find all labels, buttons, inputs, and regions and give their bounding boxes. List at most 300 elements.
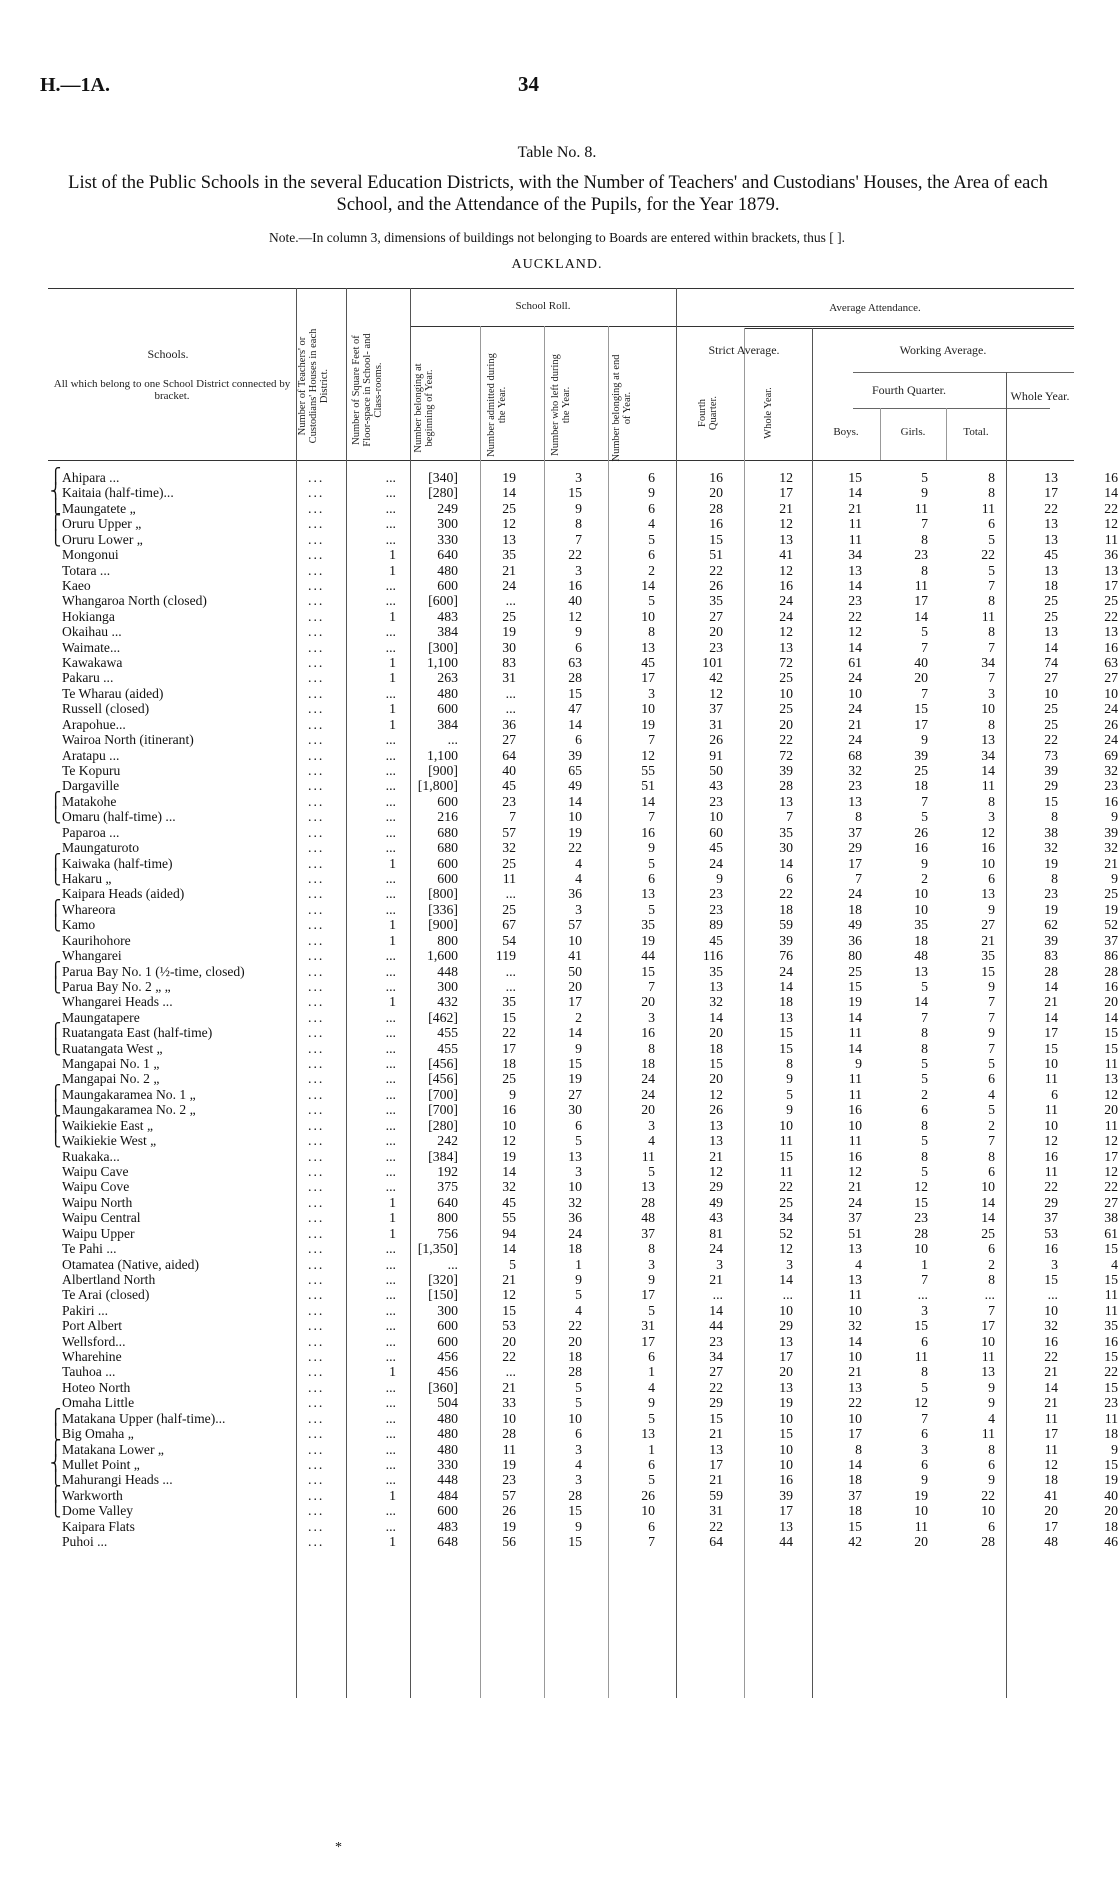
roll-begin-cell: 14 [502, 1163, 516, 1179]
table-row [48, 763, 1118, 779]
houses-cell: 1 [389, 608, 396, 624]
roll-end-cell: 16 [709, 470, 723, 485]
girls-cell: 11 [981, 1426, 995, 1442]
girls-cell: 2 [988, 1256, 995, 1272]
roll-left-cell: 5 [648, 855, 655, 871]
area-cell: [1,800] [417, 778, 458, 794]
school-name: Maungatapere [62, 1009, 140, 1025]
leader-dots: ... [308, 917, 325, 933]
whole-year-cell: 38 [1104, 1210, 1118, 1226]
boys-cell: 10 [914, 1241, 928, 1257]
total-cell: 22 [1044, 732, 1058, 748]
school-name: Waipu Cave [62, 1163, 129, 1179]
houses-cell: 1 [389, 716, 396, 732]
strict-fourth-cell: 15 [779, 1025, 793, 1041]
girls-cell: 7 [988, 1133, 995, 1149]
whole-year-cell: 16 [1104, 793, 1118, 809]
roll-left-cell: 4 [648, 1379, 655, 1395]
girls-cell: 8 [988, 716, 995, 732]
area-cell: 640 [437, 547, 458, 563]
houses-cell: ... [385, 1349, 396, 1365]
total-cell: 21 [1044, 994, 1058, 1010]
houses-cell: 1 [389, 701, 396, 717]
roll-left-cell: 7 [648, 978, 655, 994]
girls-cell: 9 [988, 1472, 995, 1488]
whole-year-cell: 86 [1104, 948, 1118, 964]
roll-end-cell: 14 [709, 1009, 723, 1025]
roll-admitted-cell: 8 [575, 516, 582, 532]
school-name: Waipu Cove [62, 1179, 130, 1195]
district-bracket: ⎩ [50, 1101, 62, 1118]
leader-dots: ... [308, 963, 325, 979]
leader-dots: ... [308, 670, 325, 686]
leader-dots: ... [308, 1271, 325, 1287]
roll-admitted-cell: 4 [575, 855, 582, 871]
whole-year-cell: 36 [1104, 547, 1118, 563]
area-cell: [900] [428, 763, 458, 779]
girls-cell: 8 [988, 1271, 995, 1287]
whole-year-cell: 9 [1111, 1441, 1118, 1457]
houses-cell: 1 [389, 670, 396, 686]
district-bracket: ⎧ [50, 1116, 62, 1133]
col-average-attendance: Average Attendance. [829, 302, 921, 314]
strict-whole-cell: 14 [848, 577, 862, 593]
strict-whole-cell: 15 [848, 1518, 862, 1534]
roll-begin-cell: 25 [502, 855, 516, 871]
area-cell: [900] [428, 917, 458, 933]
strict-whole-cell: 17 [848, 855, 862, 871]
roll-admitted-cell: 3 [575, 470, 582, 485]
roll-left-cell: 19 [641, 932, 655, 948]
boys-cell: 8 [921, 1025, 928, 1041]
whole-year-cell: 13 [1104, 562, 1118, 578]
roll-end-cell: 15 [709, 531, 723, 547]
whole-year-cell: 11 [1104, 1410, 1118, 1426]
total-cell: 15 [1044, 793, 1058, 809]
table-row [48, 747, 1118, 763]
girls-cell: 14 [981, 1210, 995, 1226]
roll-begin-cell: 10 [502, 1410, 516, 1426]
area-cell: 1,100 [426, 655, 458, 671]
girls-cell: 34 [981, 655, 995, 671]
col-boys: Boys. [833, 426, 859, 438]
leader-dots: ... [308, 747, 325, 763]
leader-dots: ... [308, 1503, 325, 1519]
col-roll-left: Number who left during the Year. [550, 354, 572, 456]
roll-admitted-cell: 10 [568, 932, 582, 948]
boys-cell: 6 [921, 1457, 928, 1472]
strict-fourth-cell: 10 [779, 1302, 793, 1318]
table-row [48, 1425, 1118, 1442]
roll-end-cell: 29 [709, 1395, 723, 1411]
district-bracket: ⎧ [50, 1486, 62, 1503]
school-name: Russell (closed) [62, 701, 150, 717]
strict-fourth-cell: 19 [779, 1395, 793, 1411]
area-cell: 480 [437, 1410, 458, 1426]
table-row [48, 670, 1118, 686]
strict-fourth-cell: 13 [779, 531, 793, 547]
strict-whole-cell: 11 [848, 1071, 862, 1087]
whole-year-cell: 10 [1104, 685, 1118, 701]
roll-admitted-cell: 24 [568, 1225, 582, 1241]
area-cell: 455 [437, 1025, 458, 1041]
table-row [48, 1333, 1118, 1349]
school-name: Otamatea (Native, aided) [62, 1256, 199, 1272]
total-cell: ... [1047, 1287, 1058, 1303]
school-name: Parua Bay No. 1 (½-time, closed) [62, 963, 245, 979]
roll-admitted-cell: 19 [568, 824, 582, 840]
roll-end-cell: 24 [709, 1241, 723, 1257]
strict-fourth-cell: 39 [779, 1487, 793, 1503]
roll-admitted-cell: 32 [568, 1194, 582, 1210]
houses-cell: 1 [389, 1194, 396, 1210]
total-cell: 16 [1044, 1148, 1058, 1164]
school-name: Maungaturoto [62, 840, 140, 856]
roll-end-cell: 116 [702, 948, 723, 964]
area-cell: [336] [428, 901, 458, 917]
roll-end-cell: 13 [709, 978, 723, 994]
total-cell: 17 [1044, 1426, 1058, 1442]
roll-end-cell: 37 [709, 701, 723, 717]
table-row [48, 515, 1118, 532]
strict-fourth-cell: 17 [779, 485, 793, 501]
girls-cell: 9 [988, 1395, 995, 1411]
roll-admitted-cell: 18 [568, 1349, 582, 1365]
roll-left-cell: 24 [641, 1086, 655, 1102]
table-row [48, 685, 1118, 701]
strict-fourth-cell: 15 [779, 1040, 793, 1056]
leader-dots: ... [308, 500, 325, 516]
boys-cell: 14 [914, 608, 928, 624]
roll-end-cell: 23 [709, 793, 723, 809]
table-row [48, 854, 1118, 871]
girls-cell: 7 [988, 1302, 995, 1318]
leader-dots: ... [308, 1225, 325, 1241]
strict-fourth-cell: 22 [779, 1179, 793, 1195]
leader-dots: ... [308, 1256, 325, 1272]
strict-fourth-cell: 17 [779, 1349, 793, 1365]
roll-admitted-cell: 9 [575, 1271, 582, 1287]
col-working-average: Working Average. [899, 343, 987, 357]
girls-cell: 10 [981, 1179, 995, 1195]
area-cell: ... [447, 732, 458, 748]
roll-admitted-cell: 3 [575, 1163, 582, 1179]
roll-begin-cell: 53 [502, 1318, 516, 1334]
roll-left-cell: 5 [648, 531, 655, 547]
boys-cell: 7 [921, 1009, 928, 1025]
leader-dots: ... [308, 608, 325, 624]
roll-end-cell: 49 [709, 1194, 723, 1210]
strict-whole-cell: 13 [848, 1379, 862, 1395]
strict-whole-cell: 10 [848, 1410, 862, 1426]
area-cell: [600] [428, 593, 458, 609]
area-cell: [462] [428, 1009, 458, 1025]
school-name: Pakaru ... [62, 670, 114, 686]
leader-dots: ... [308, 1086, 325, 1102]
whole-year-cell: 18 [1104, 1426, 1118, 1442]
strict-whole-cell: 11 [848, 1287, 862, 1303]
strict-whole-cell: 32 [848, 763, 862, 779]
boys-cell: 18 [914, 778, 928, 794]
roll-admitted-cell: 28 [568, 670, 582, 686]
district-bracket: ⎧ [50, 1024, 62, 1041]
roll-begin-cell: 5 [509, 1256, 516, 1272]
roll-begin-cell: 21 [502, 1271, 516, 1287]
girls-cell: 13 [981, 1364, 995, 1380]
leader-dots: ... [308, 1395, 325, 1411]
table-row [48, 1179, 1118, 1195]
leader-dots: ... [308, 932, 325, 948]
district-bracket: ⎩ [50, 916, 62, 933]
total-cell: 19 [1044, 901, 1058, 917]
boys-cell: 26 [914, 824, 928, 840]
whole-year-cell: 22 [1104, 500, 1118, 516]
houses-cell: ... [385, 978, 396, 994]
strict-fourth-cell: 15 [779, 1426, 793, 1442]
total-cell: 39 [1044, 763, 1058, 779]
table-row [48, 948, 1118, 964]
district-bracket: ⎩ [50, 530, 62, 547]
houses-cell: ... [385, 1086, 396, 1102]
girls-cell: 13 [981, 886, 995, 902]
roll-left-cell: 6 [648, 500, 655, 516]
total-cell: 48 [1044, 1534, 1058, 1550]
col-roll-admitted: Number admitted during the Year. [486, 353, 508, 457]
roll-left-cell: 8 [648, 624, 655, 640]
roll-admitted-cell: 47 [568, 701, 582, 717]
total-cell: 83 [1044, 948, 1058, 964]
boys-cell: 11 [914, 577, 928, 593]
girls-cell: 8 [988, 593, 995, 609]
roll-admitted-cell: 18 [568, 1241, 582, 1257]
roll-begin-cell: 54 [502, 932, 516, 948]
roll-left-cell: 31 [641, 1318, 655, 1334]
roll-end-cell: 26 [709, 1102, 723, 1118]
area-cell: 1,600 [426, 948, 458, 964]
strict-fourth-cell: 14 [779, 855, 793, 871]
area-cell: [800] [428, 886, 458, 902]
roll-left-cell: 48 [641, 1210, 655, 1226]
roll-end-cell: 81 [709, 1225, 723, 1241]
area-cell: [456] [428, 1071, 458, 1087]
strict-fourth-cell: 14 [779, 978, 793, 994]
region-heading: AUCKLAND. [511, 257, 603, 272]
houses-cell: ... [385, 809, 396, 825]
strict-whole-cell: 15 [848, 470, 862, 485]
whole-year-cell: 39 [1104, 824, 1118, 840]
whole-year-cell: 15 [1104, 1241, 1118, 1257]
houses-cell: ... [385, 1457, 396, 1472]
area-cell: 600 [437, 1318, 458, 1334]
total-cell: 13 [1044, 516, 1058, 532]
area-cell: 756 [437, 1225, 458, 1241]
strict-fourth-cell: 35 [779, 824, 793, 840]
strict-fourth-cell: 12 [779, 1241, 793, 1257]
whole-year-cell: 26 [1104, 716, 1118, 732]
girls-cell: 10 [981, 701, 995, 717]
girls-cell: 14 [981, 1194, 995, 1210]
total-cell: 13 [1044, 624, 1058, 640]
houses-cell: ... [385, 1163, 396, 1179]
strict-fourth-cell: 8 [786, 1056, 793, 1072]
roll-left-cell: 3 [648, 1256, 655, 1272]
boys-cell: 16 [914, 840, 928, 856]
roll-begin-cell: 33 [502, 1395, 516, 1411]
roll-left-cell: 10 [641, 1503, 655, 1519]
strict-fourth-cell: 12 [779, 562, 793, 578]
col-strict-whole: Whole Year. [763, 387, 774, 439]
table-row [48, 1194, 1118, 1210]
area-cell: 600 [437, 870, 458, 886]
houses-cell: ... [385, 1241, 396, 1257]
roll-end-cell: 29 [709, 1179, 723, 1195]
girls-cell: 34 [981, 747, 995, 763]
roll-end-cell: 26 [709, 732, 723, 748]
area-cell: [384] [428, 1148, 458, 1164]
total-cell: 14 [1044, 978, 1058, 994]
district-bracket: ⎩ [50, 808, 62, 825]
roll-admitted-cell: 28 [568, 1487, 582, 1503]
roll-end-cell: 15 [709, 1056, 723, 1072]
boys-cell: 8 [921, 1040, 928, 1056]
roll-admitted-cell: 2 [575, 1009, 582, 1025]
table-row [48, 701, 1118, 717]
whole-year-cell: 14 [1104, 485, 1118, 501]
school-name: Mahurangi Heads ... [62, 1472, 173, 1488]
school-name: Hoteo North [62, 1379, 131, 1395]
area-cell: 249 [437, 500, 458, 516]
houses-cell: ... [385, 1271, 396, 1287]
roll-admitted-cell: 5 [575, 1287, 582, 1303]
boys-cell: 12 [914, 1179, 928, 1195]
houses-cell: ... [385, 1056, 396, 1072]
boys-cell: 2 [921, 1086, 928, 1102]
whole-year-cell: 35 [1104, 1318, 1118, 1334]
boys-cell: 14 [914, 994, 928, 1010]
strict-fourth-cell: 44 [779, 1534, 793, 1550]
girls-cell: 9 [988, 978, 995, 994]
page-number: 34 [518, 72, 539, 96]
girls-cell: 9 [988, 1379, 995, 1395]
roll-end-cell: 22 [709, 1379, 723, 1395]
strict-whole-cell: 8 [855, 809, 862, 825]
houses-cell: ... [385, 1025, 396, 1041]
table-row [48, 900, 1118, 917]
girls-cell: 11 [981, 778, 995, 794]
girls-cell: 12 [981, 824, 995, 840]
table-row [48, 1534, 1118, 1550]
roll-begin-cell: 19 [502, 1457, 516, 1472]
table-row [48, 1116, 1118, 1133]
boys-cell: 40 [914, 655, 928, 671]
area-cell: 484 [437, 1487, 458, 1503]
roll-end-cell: 23 [709, 901, 723, 917]
table-row [48, 655, 1118, 671]
roll-end-cell: 43 [709, 1210, 723, 1226]
total-cell: 11 [1044, 1071, 1058, 1087]
leader-dots: ... [308, 516, 325, 532]
roll-begin-cell: ... [505, 978, 516, 994]
strict-fourth-cell: 10 [779, 1410, 793, 1426]
roll-end-cell: 21 [709, 1426, 723, 1442]
boys-cell: 9 [921, 855, 928, 871]
whole-year-cell: 22 [1104, 1364, 1118, 1380]
boys-cell: 18 [914, 932, 928, 948]
roll-begin-cell: 83 [502, 655, 516, 671]
roll-begin-cell: 23 [502, 1472, 516, 1488]
strict-fourth-cell: 10 [779, 685, 793, 701]
leader-dots: ... [308, 562, 325, 578]
roll-left-cell: 17 [641, 670, 655, 686]
roll-end-cell: 23 [709, 639, 723, 655]
strict-fourth-cell: 3 [786, 1256, 793, 1272]
houses-cell: ... [385, 1133, 396, 1149]
roll-left-cell: 2 [648, 562, 655, 578]
roll-admitted-cell: 22 [568, 1318, 582, 1334]
leader-dots: ... [308, 1133, 325, 1149]
boys-cell: 8 [921, 531, 928, 547]
table-row [48, 469, 1118, 485]
girls-cell: 13 [981, 732, 995, 748]
roll-end-cell: 21 [709, 1472, 723, 1488]
whole-year-cell: 25 [1104, 886, 1118, 902]
girls-cell: 8 [988, 470, 995, 485]
area-cell: 384 [437, 624, 458, 640]
boys-cell: 9 [921, 732, 928, 748]
area-cell: 432 [437, 994, 458, 1010]
girls-cell: 9 [988, 1025, 995, 1041]
area-cell: ... [447, 1256, 458, 1272]
area-cell: 600 [437, 1333, 458, 1349]
strict-fourth-cell: 39 [779, 932, 793, 948]
school-name: Oruru Upper „ [62, 516, 142, 532]
total-cell: 37 [1044, 1210, 1058, 1226]
strict-fourth-cell: 20 [779, 1364, 793, 1380]
area-cell: 242 [437, 1133, 458, 1149]
leader-dots: ... [308, 901, 325, 917]
strict-fourth-cell: 24 [779, 963, 793, 979]
school-name: Matakohe [62, 793, 117, 809]
roll-left-cell: 18 [641, 1056, 655, 1072]
roll-begin-cell: 57 [502, 1487, 516, 1503]
table-row [48, 994, 1118, 1010]
roll-left-cell: 11 [641, 1148, 655, 1164]
boys-cell: 23 [914, 1210, 928, 1226]
houses-cell: ... [385, 778, 396, 794]
whole-year-cell: 12 [1104, 1086, 1118, 1102]
strict-fourth-cell: 72 [779, 655, 793, 671]
table-row [48, 778, 1118, 794]
strict-fourth-cell: 59 [779, 917, 793, 933]
roll-begin-cell: 11 [502, 1441, 516, 1457]
area-cell: 600 [437, 577, 458, 593]
houses-cell: ... [385, 840, 396, 856]
roll-admitted-cell: 27 [568, 1086, 582, 1102]
roll-admitted-cell: 57 [568, 917, 582, 933]
area-cell: 384 [437, 716, 458, 732]
roll-end-cell: 12 [709, 1086, 723, 1102]
total-cell: 12 [1044, 1457, 1058, 1472]
houses-cell: ... [385, 1395, 396, 1411]
roll-begin-cell: 26 [502, 1503, 516, 1519]
strict-fourth-cell: 39 [779, 763, 793, 779]
strict-whole-cell: 18 [848, 901, 862, 917]
roll-admitted-cell: 17 [568, 994, 582, 1010]
leader-dots: ... [308, 1364, 325, 1380]
whole-year-cell: 27 [1104, 1194, 1118, 1210]
whole-year-cell: 11 [1104, 1287, 1118, 1303]
strict-fourth-cell: 13 [779, 1333, 793, 1349]
